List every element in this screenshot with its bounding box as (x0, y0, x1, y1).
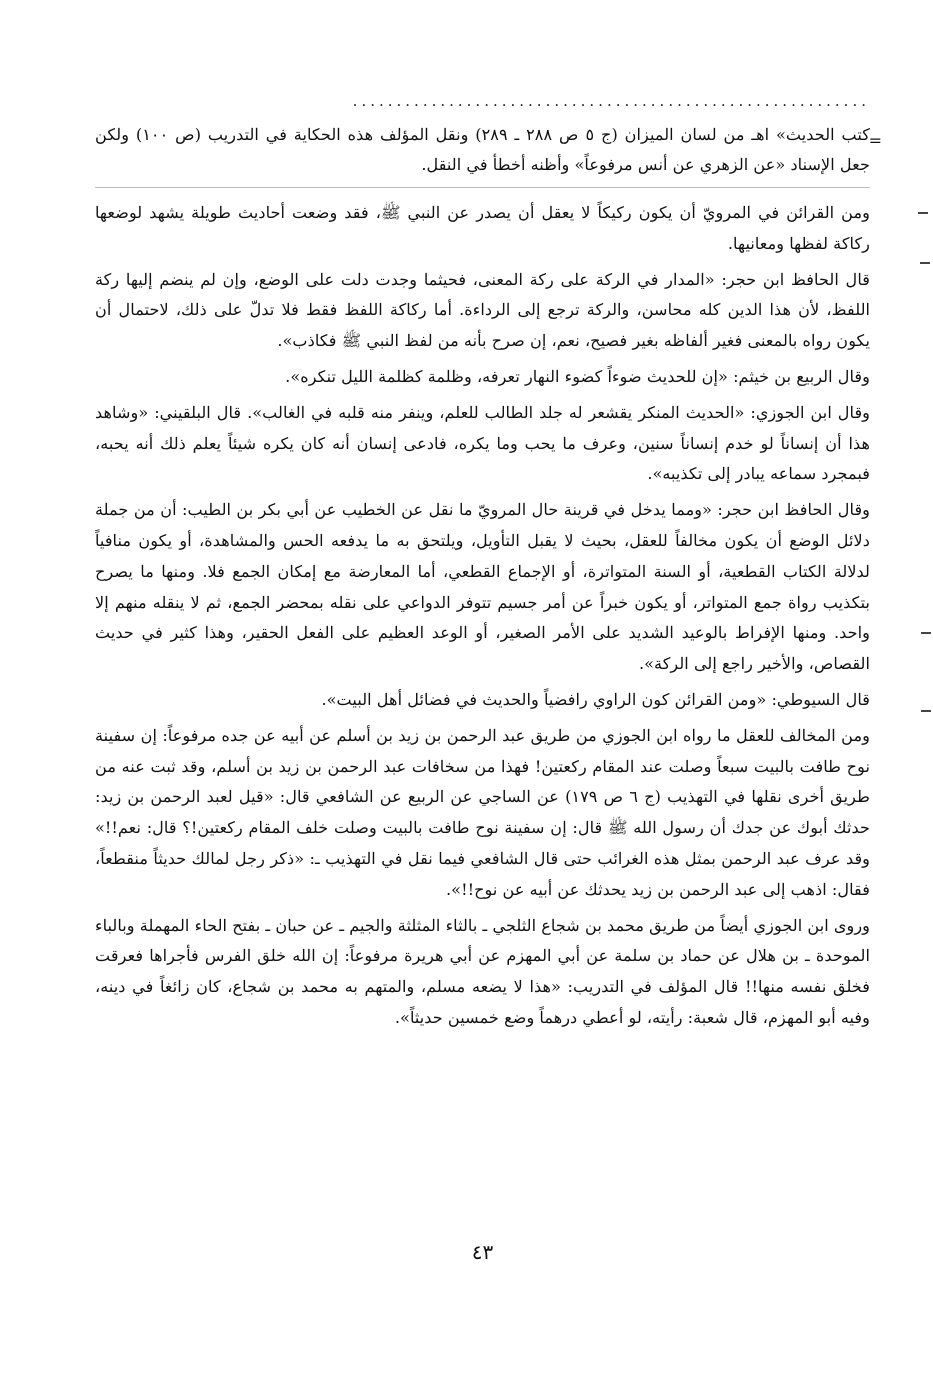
document-page (95, 92, 882, 1292)
paragraph: وروى ابن الجوزي أيضاً من طريق محمد بن شجاع الثلجي ـ بالثاء المثلثة والجيم ـ عن حبان ـ بفتح الحاء المهملة وبالباء الموحدة ـ بن هلال عن حماد بن سلمة عن أبي المهزم عن أبي هريرة مرفوعاً: إن الله خلق الفرس فأجراها فعرقت فخلق نفسه منها!! قال المؤلف في التدريب: «هذا لا يضعه مسلم، والمتهم به محمد بن شجاع، كان زائغاً في دينه، وفيه أبو المهزم، قال شعبة: رأيته، لو أعطي درهماً وضع خمسين حديثاً». (95, 915, 870, 1027)
scan-mark (918, 212, 928, 214)
paragraph: ومن المخالف للعقل ما رواه ابن الجوزي من طريق عبد الرحمن بن زيد بن أسلم عن أبيه عن جده مرفوعاً: إن سفينة نوح طافت بالبيت سبعاً وصلت عند المقام ركعتين! فهذا من سخافات عبد الرحمن بن زيد بن أسلم، وقد ثبت عنه من طريق أخرى نقلها في التهذيب (ج ٦ ص ١٧٩) عن الساجي عن الربيع عن الشافعي قال: «قيل لعبد الرحمن بن زيد: حدثك أبوك عن جدك أن رسول الله ﷺ قال: إن سفينة نوح طافت بالبيت وصلت خلف المقام ركعتين!؟ قال: نعم!!» وقد عرف عبد الرحمن بمثل هذه الغرائب حتى قال الشافعي فيما نقل في التهذيب ـ: «ذكر رجل لمالك حديثاً منقطعاً، فقال: اذهب إلى عبد الرحمن بن زيد يحدثك عن أبيه عن نوح!!». (95, 725, 870, 899)
scan-mark (921, 632, 931, 634)
footnote-divider (95, 187, 870, 188)
paragraph: وقال الربيع بن خيثم: «إن للحديث ضوءاً كضوء النهار تعرفه، وظلمة كظلمة الليل تنكره». (285, 366, 870, 386)
paragraph: قال الحافظ ابن حجر: «المدار في الركة على ركة المعنى، فحيثما وجدت دلت على الوضع، وإن لم ينضم إليها ركة اللفظ، لأن هذا الدين كله محاسن، والركة ترجع إلى الرداءة. أما ركاكة اللفظ فقط فلا تدلّ على ذلك، لاحتمال أن يكون رواه بالمعنى فغير ألفاظه بغير فصيح، نعم، إن صرح بأنه من لفظ النبي ﷺ فكاذب». (95, 269, 870, 351)
footnote-text: كتب الحديث» اهـ من لسان الميزان (ج ٥ ص ٢٨٨ ـ ٢٨٩) ونقل المؤلف هذه الحكاية في التدريب (ص ١٠٠) ولكن جعل الإسناد «عن الزهري عن أنس مرفوعاً» وأظنه أخطأ في النقل. (95, 125, 870, 174)
paragraph: ومن القرائن في المرويّ أن يكون ركيكاً لا يعقل أن يصدر عن النبي ﷺ، فقد وضعت أحاديث طويلة يشهد لوضعها ركاكة لفظها ومعانيها. (95, 203, 870, 253)
paragraph: وقال الحافظ ابن حجر: «ومما يدخل في قرينة حال المرويّ ما نقل عن الخطيب عن أبي بكر بن الطيب: أن من جملة دلائل الوضع أن يكون مخالفاً للعقل، بحيث لا يقبل التأويل، ويلتحق به ما يدفعه الحس والمشاهدة، أو يكون منافياً لدلالة الكتاب القطعية، أو السنة المتواترة، أو الإجماع القطعي، أما المعارضة مع إمكان الجمع فلا. ومنها ما يصرح بتكذيب رواة جمع المتواتر، أو يكون خبراً عن أمر جسيم تتوفر الدواعي على نقله بمحضر الجمع، ثم لا ينقله منهم إلا واحد. ومنها الإفراط بالوعيد الشديد على الأمر الصغير، أو الوعد العظيم على الفعل الحقير، وهذا كثير في حديث القصاص، والأخير راجع إلى الركة». (95, 500, 870, 674)
footnote-continuation-marker: = (868, 131, 882, 150)
scan-mark (921, 710, 931, 712)
paragraph: قال السيوطي: «ومن القرائن كون الراوي رافضياً والحديث في فضائل أهل البيت». (321, 689, 870, 709)
footnote-separator: ........................................................... (352, 92, 870, 110)
page-number: ٤٣ (471, 1240, 494, 1264)
paragraph: وقال ابن الجوزي: «الحديث المنكر يقشعر له جلد الطالب للعلم، وينفر منه قلبه في الغالب». قال البلقيني: «وشاهد هذا أن إنساناً لو خدم إنساناً سنين، وعرف ما يحب وما يكره، فادعى إنسان أنه كان يكره شيئاً يعلم ذلك أنه يحبه، فبمجرد سماعه يبادر إلى تكذيبه». (95, 402, 870, 484)
footnote (95, 120, 882, 188)
scan-mark (920, 262, 930, 264)
